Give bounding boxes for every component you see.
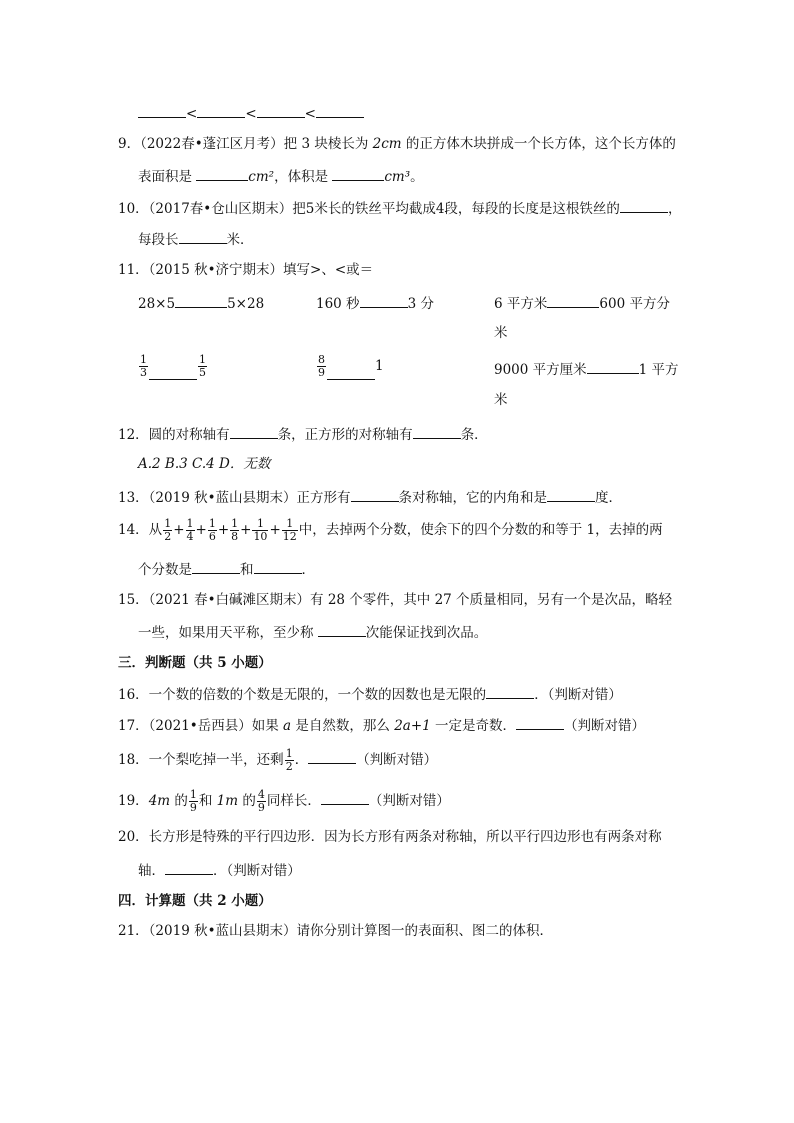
fraction: [208, 518, 217, 543]
text: 14．从: [118, 522, 163, 538]
answer-blank[interactable]: [360, 293, 408, 308]
text: ，体积是: [274, 169, 333, 185]
denominator: 9: [189, 801, 197, 814]
text: 三．判断题（共 5 小题）: [118, 655, 272, 671]
denominator: 10: [253, 530, 268, 543]
numerator: 1: [252, 518, 268, 531]
answer-options: A.2 B.3 C.4 D．无数: [138, 456, 271, 472]
answer-blank[interactable]: [547, 487, 595, 502]
q8-blanks-line: [138, 103, 364, 123]
question-14-line1: [118, 516, 663, 544]
fraction: [257, 789, 266, 814]
text: 条对称轴，它的内角和是: [398, 490, 548, 506]
answer-blank[interactable]: [254, 559, 302, 574]
plus-sign: +: [269, 522, 281, 538]
text: 同样长．: [266, 793, 321, 809]
text: 四．计算题（共 2 小题）: [118, 893, 272, 909]
text: 9．（2022春•蓬江区月考）把 3 块棱长为: [118, 136, 373, 152]
numerator: 4: [257, 788, 265, 801]
text: 17．（2021•岳西县）如果: [118, 718, 284, 734]
text: 600 平方分: [599, 296, 670, 312]
text: （判断对错）: [564, 718, 646, 734]
question-9-line1: [118, 135, 676, 153]
text: ．（判断对错）: [534, 687, 622, 703]
text: 米: [494, 392, 508, 408]
q11-item-3-cont: [494, 324, 508, 342]
q11-item-5: [316, 354, 384, 380]
q11-item-4: [138, 354, 208, 380]
text: 19．: [118, 793, 149, 809]
question-20-line1: [118, 828, 662, 846]
numerator: 1: [231, 517, 239, 530]
text: 1: [375, 358, 384, 374]
answer-blank[interactable]: [332, 166, 384, 181]
question-15-line1: [118, 591, 672, 609]
section-4-heading: [118, 892, 272, 910]
q11-item-6: [494, 359, 679, 379]
text: 是自然数，那么: [291, 718, 395, 734]
q11-item-3: [494, 293, 670, 313]
variable: a: [283, 718, 292, 734]
fraction: [282, 518, 298, 543]
fraction: [230, 518, 239, 543]
answer-blank[interactable]: [230, 424, 278, 439]
text: 和: [198, 793, 217, 809]
text: 。: [410, 169, 424, 185]
fraction: [186, 518, 195, 543]
text: ．: [301, 562, 315, 578]
text: 条．: [460, 427, 488, 443]
answer-blank[interactable]: [192, 559, 240, 574]
section-3-heading: [118, 654, 272, 672]
fraction: [252, 518, 268, 543]
fraction: [285, 748, 294, 773]
answer-blank[interactable]: [327, 365, 375, 380]
answer-blank[interactable]: [321, 790, 369, 805]
length-value: 1m: [216, 793, 239, 809]
text: 10．（2017春•仓山区期末）把5米长的铁丝平均截成4段，每段的长度是这根铁丝的: [118, 201, 620, 217]
text: 21．（2019 秋•蓝山县期末）请你分别计算图一的表面积、图二的体积．: [118, 923, 554, 939]
answer-blank[interactable]: [587, 359, 639, 374]
answer-blank[interactable]: [196, 166, 248, 181]
text: 米: [494, 325, 508, 341]
text: 一些，如果用天平称，至少称: [138, 625, 318, 641]
text: 米．: [226, 232, 254, 248]
text: 160 秒: [316, 296, 360, 312]
answer-blank[interactable]: [175, 293, 227, 308]
question-10-line1: [118, 198, 681, 218]
question-12-options: [138, 455, 270, 473]
answer-blank[interactable]: [413, 424, 461, 439]
answer-blank[interactable]: [351, 487, 399, 502]
fraction: [317, 354, 326, 379]
denominator: 3: [140, 366, 147, 379]
denominator: 9: [318, 366, 325, 379]
question-12: [118, 424, 488, 444]
numerator: 8: [318, 353, 325, 366]
denominator: 2: [164, 530, 172, 543]
less-than-sign: <: [186, 106, 198, 122]
answer-blank[interactable]: [165, 860, 213, 875]
question-11-title: [118, 261, 373, 279]
unit: cm³: [384, 169, 411, 185]
answer-blank[interactable]: [318, 622, 366, 637]
question-18: [118, 746, 437, 774]
denominator: 4: [186, 530, 194, 543]
text: 13．（2019 秋•蓝山县期末）正方形有: [118, 490, 351, 506]
text: 28×5: [138, 296, 176, 312]
text: 个分数是: [138, 562, 192, 578]
numerator: 1: [285, 747, 293, 760]
answer-blank[interactable]: [620, 198, 668, 213]
text: 次能保证找到次品。: [365, 625, 488, 641]
text: 的: [170, 793, 188, 809]
denominator: 12: [282, 530, 297, 543]
answer-blank[interactable]: [516, 715, 564, 730]
text: 度．: [595, 490, 623, 506]
expression: 2a+1: [394, 718, 431, 734]
question-20-line2: [138, 860, 301, 880]
question-10-line2: [138, 229, 254, 249]
answer-blank[interactable]: [138, 103, 186, 118]
question-9-line2: [138, 166, 424, 186]
answer-blank[interactable]: [197, 103, 245, 118]
answer-blank[interactable]: [316, 103, 364, 118]
text: ．（判断对错）: [213, 863, 301, 879]
answer-blank[interactable]: [486, 684, 534, 699]
question-21: [118, 922, 553, 940]
text: 1 平方: [638, 362, 679, 378]
text: 16．一个数的倍数的个数是无限的，一个数的因数也是无限的: [118, 687, 487, 703]
text: （判断对错）: [356, 752, 438, 768]
text: 轴．: [138, 863, 165, 879]
less-than-sign: <: [245, 106, 257, 122]
answer-blank[interactable]: [149, 365, 197, 380]
text: 条，正方形的对称轴有: [277, 427, 413, 443]
text: 6 平方米: [494, 296, 548, 312]
denominator: 6: [208, 530, 216, 543]
question-16: [118, 684, 622, 704]
question-13: [118, 487, 622, 507]
text: 表面积是: [138, 169, 197, 185]
numerator: 1: [189, 788, 197, 801]
text: 20．长方形是特殊的平行四边形．因为长方形有两条对称轴，所以平行四边形也有两条对称: [118, 829, 662, 845]
question-14-line2: [138, 559, 315, 579]
plus-sign: +: [195, 522, 207, 538]
numerator: 1: [199, 353, 206, 366]
unit: cm²: [248, 169, 275, 185]
unit: 2cm: [372, 136, 402, 152]
less-than-sign: <: [304, 106, 316, 122]
text: ．: [294, 752, 309, 768]
plus-sign: +: [240, 522, 252, 538]
plus-sign: +: [173, 522, 185, 538]
numerator: 1: [208, 517, 216, 530]
text: 18．一个梨吃掉一半，还剩: [118, 752, 284, 768]
answer-blank[interactable]: [547, 293, 599, 308]
denominator: 5: [199, 366, 206, 379]
text: （判断对错）: [368, 793, 450, 809]
text: 每段长: [138, 232, 179, 248]
text: 中，去掉两个分数，使余下的四个分数的和等于 1，去掉的两: [298, 522, 663, 538]
denominator: 2: [285, 760, 293, 773]
text: 的: [238, 793, 256, 809]
text: 11．（2015 秋•济宁期末）填写>、<或＝: [118, 262, 374, 278]
question-17: [118, 715, 645, 735]
numerator: 1: [186, 517, 194, 530]
text: 15．（2021 春•白碱滩区期末）有 28 个零件，其中 27 个质量相同，另有一个是次品，略轻: [118, 592, 673, 608]
answer-blank[interactable]: [179, 229, 227, 244]
fraction: [139, 354, 148, 379]
numerator: 1: [282, 518, 298, 531]
numerator: 1: [164, 517, 172, 530]
q11-item-2: [316, 293, 434, 313]
text: 9000 平方厘米: [494, 362, 587, 378]
text: 的正方体木块拼成一个长方体，这个长方体的: [401, 136, 676, 152]
answer-blank[interactable]: [257, 103, 305, 118]
question-19: [118, 787, 450, 815]
text: 12．圆的对称轴有: [118, 427, 230, 443]
length-value: 4m: [148, 793, 171, 809]
text: 一定是奇数．: [430, 718, 517, 734]
text: 5×28: [227, 296, 265, 312]
q11-item-6-cont: [494, 391, 508, 409]
text: ，: [667, 201, 682, 217]
fraction: [189, 789, 198, 814]
text: 3 分: [407, 296, 434, 312]
fraction: [198, 354, 207, 379]
plus-sign: +: [217, 522, 230, 538]
denominator: 8: [231, 530, 239, 543]
q11-item-1: [138, 293, 264, 313]
question-15-line2: [138, 622, 487, 642]
text: 和: [240, 562, 254, 578]
answer-blank[interactable]: [308, 749, 356, 764]
numerator: 1: [140, 353, 147, 366]
denominator: 9: [257, 801, 265, 814]
fraction: [163, 518, 172, 543]
